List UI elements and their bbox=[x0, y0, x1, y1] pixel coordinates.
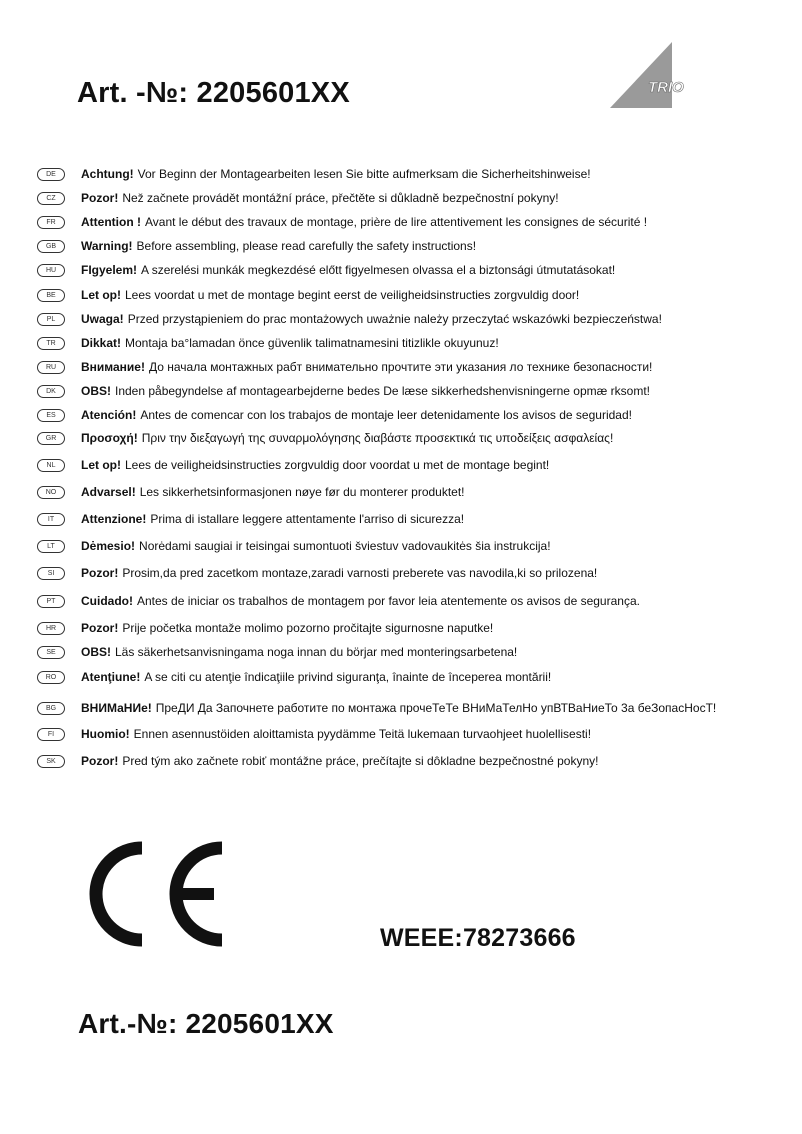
language-code-badge: GB bbox=[37, 240, 65, 253]
language-code-badge: ES bbox=[37, 409, 65, 422]
language-code-badge: DK bbox=[37, 385, 65, 398]
warning-text: Norėdami saugiai ir teisingai sumontuoti šviestuv vadovaukitės šia instrukcija! bbox=[139, 539, 551, 553]
warning-text: Prije početka montaže molimo pozorno pročitajte sigurnosne naputke! bbox=[122, 621, 494, 635]
warning-text: До начала монтажных рабт внимательно прочтите эти указания ло технике безопасности! bbox=[148, 360, 653, 374]
warning-label: Attention ! bbox=[81, 215, 141, 229]
warning-label: Let op! bbox=[81, 288, 121, 302]
warning-row-ru bbox=[37, 357, 652, 377]
warning-label: Let op! bbox=[81, 458, 121, 472]
warning-text: Before assembling, please read carefully the safety instructions! bbox=[136, 239, 477, 253]
language-code-badge: PL bbox=[37, 313, 65, 326]
weee-number: WEEE:78273666 bbox=[380, 924, 576, 952]
language-code-badge: NO bbox=[37, 486, 65, 499]
warning-text: Antes de comencar con los trabajos de montaje leer detenidamente los avisos de seguridad! bbox=[140, 408, 632, 422]
language-code-badge: HU bbox=[37, 264, 65, 277]
trio-logo bbox=[608, 40, 708, 110]
warning-row-gb bbox=[37, 236, 476, 256]
warning-row-hr bbox=[37, 618, 493, 638]
warning-text: Lees voordat u met de montage begint eerst de veiligheidsinstructies zorgvuldig door! bbox=[125, 288, 580, 302]
warning-text: Inden påbegyndelse af montagearbejderne bedes De læse sikkerhedshenvisningerne opmæ rksomt! bbox=[115, 384, 650, 398]
warning-row-be bbox=[37, 285, 579, 305]
warning-text: Ennen asennustöiden aloittamista pyydämme Teitä lukemaan turvaohjeet huolellisesti! bbox=[133, 727, 592, 741]
warning-row-se bbox=[37, 642, 517, 662]
warning-text: Les sikkerhetsinformasjonen nøye før du monterer produktet! bbox=[139, 485, 465, 499]
warning-row-tr bbox=[37, 333, 499, 353]
language-code-badge: PT bbox=[37, 595, 65, 608]
warning-text: Montaja ba°lamadan önce güvenlik talimatnamesini titizlikle okuyunuz! bbox=[125, 336, 499, 350]
warning-label: OBS! bbox=[81, 645, 111, 659]
warning-label: ВНИМаНИе! bbox=[81, 701, 152, 715]
warning-label: Advarsel! bbox=[81, 485, 136, 499]
warning-label: Pozor! bbox=[81, 191, 119, 205]
warning-row-lt bbox=[37, 536, 551, 556]
warning-label: Huomio! bbox=[81, 727, 130, 741]
warning-row-dk bbox=[37, 381, 650, 401]
warning-row-si bbox=[37, 563, 597, 583]
warning-row-bg bbox=[37, 698, 716, 718]
language-code-badge: SI bbox=[37, 567, 65, 580]
warning-text: Prima di istallare leggere attentamente l'arriso di sicurezza! bbox=[150, 512, 465, 526]
warning-row-fi bbox=[37, 724, 591, 744]
warning-label: Cuidado! bbox=[81, 594, 133, 608]
warning-label: Atención! bbox=[81, 408, 137, 422]
warning-label: Achtung! bbox=[81, 167, 134, 181]
logo-text: TRIO bbox=[648, 79, 684, 96]
warning-row-fr bbox=[37, 212, 647, 232]
warning-text: Avant le début des travaux de montage, prière de lire attentivement les consignes de sécurité ! bbox=[144, 215, 648, 229]
language-code-badge: DE bbox=[37, 168, 65, 181]
language-code-badge: LT bbox=[37, 540, 65, 553]
warning-text: Prosim,da pred zacetkom montaze,zaradi varnosti preberete vas navodila,ki so prilozena! bbox=[122, 566, 598, 580]
warning-label: Uwaga! bbox=[81, 312, 124, 326]
warning-text: Vor Beginn der Montagearbeiten lesen Sie bitte aufmerksam die Sicherheitshinweise! bbox=[137, 167, 591, 181]
language-code-badge: SK bbox=[37, 755, 65, 768]
ce-mark bbox=[72, 836, 232, 952]
warning-row-hu bbox=[37, 260, 615, 280]
warning-label: Dikkat! bbox=[81, 336, 122, 350]
language-code-badge: RO bbox=[37, 671, 65, 684]
warning-row-de bbox=[37, 164, 591, 184]
warning-row-no bbox=[37, 482, 465, 502]
warning-text: Przed przystąpieniem do prac montażowych uważnie należy przeczytać wskazówki bezpieczeństwa! bbox=[127, 312, 662, 326]
warning-row-pl bbox=[37, 309, 662, 329]
language-code-badge: CZ bbox=[37, 192, 65, 205]
language-code-badge: BE bbox=[37, 289, 65, 302]
warning-text: Läs säkerhetsanvisningama noga innan du börjar med monteringsarbetena! bbox=[115, 645, 518, 659]
warning-label: Pozor! bbox=[81, 566, 119, 580]
warning-text: Pred tým ako začnete robiť montážne práce, prečítajte si dôkladne bezpečnostné pokyny! bbox=[122, 754, 599, 768]
warning-label: Warning! bbox=[81, 239, 133, 253]
warning-row-es bbox=[37, 405, 632, 425]
warning-text: Πριν την διεξαγωγή της συναρμολόγησης διαβάστε προσεκτικά τις υποδείξεις ασφαλείας! bbox=[141, 431, 614, 445]
warning-row-sk bbox=[37, 751, 598, 771]
warning-text: A szerelési munkák megkezdésé előtt figyelmesen olvassa el a biztonsági útmutatásokat! bbox=[141, 263, 616, 277]
language-code-badge: GR bbox=[37, 432, 65, 445]
language-code-badge: FI bbox=[37, 728, 65, 741]
warning-row-ro bbox=[37, 667, 551, 687]
warning-row-gr bbox=[37, 428, 613, 448]
warning-text: A se citi cu atenţie îndicaţiile privind siguranţa, înainte de începerea montării! bbox=[144, 670, 552, 684]
warning-label: Προσοχή! bbox=[81, 431, 138, 445]
warning-label: Внимание! bbox=[81, 360, 145, 374]
language-code-badge: BG bbox=[37, 702, 65, 715]
warning-row-nl bbox=[37, 455, 549, 475]
warning-label: Dėmesio! bbox=[81, 539, 136, 553]
language-code-badge: NL bbox=[37, 459, 65, 472]
language-code-badge: TR bbox=[37, 337, 65, 350]
article-number-heading: Art. -№: 2205601XX bbox=[77, 77, 350, 109]
language-code-badge: HR bbox=[37, 622, 65, 635]
warning-text: Antes de iniciar os trabalhos de montagem por favor leia atentemente os avisos de segurança. bbox=[137, 594, 640, 608]
language-code-badge: SE bbox=[37, 646, 65, 659]
warning-label: Atenţiune! bbox=[81, 670, 141, 684]
language-code-badge: RU bbox=[37, 361, 65, 374]
warning-row-cz bbox=[37, 188, 559, 208]
warning-row-pt bbox=[37, 591, 640, 611]
warning-label: Pozor! bbox=[81, 621, 119, 635]
article-number-footer: Art.-№: 2205601XX bbox=[78, 1008, 334, 1039]
warning-text: Než začnete provádět montážní práce, přečtěte si důkladně bezpečnostní pokyny! bbox=[122, 191, 559, 205]
warning-text: Lees de veiligheidsinstructies zorgvuldig door voordat u met de montage begint! bbox=[125, 458, 550, 472]
warning-label: OBS! bbox=[81, 384, 111, 398]
warning-label: Attenzione! bbox=[81, 512, 147, 526]
language-code-badge: FR bbox=[37, 216, 65, 229]
warning-label: FIgyelem! bbox=[81, 263, 138, 277]
language-code-badge: IT bbox=[37, 513, 65, 526]
warning-text: ПреДИ Да Започнете работите по монтажа прочеТеТе ВНиМаТелНо упВТВаНиеТо 3а беЗопасНосТ! bbox=[155, 701, 717, 715]
warning-row-it bbox=[37, 509, 464, 529]
warning-label: Pozor! bbox=[81, 754, 119, 768]
